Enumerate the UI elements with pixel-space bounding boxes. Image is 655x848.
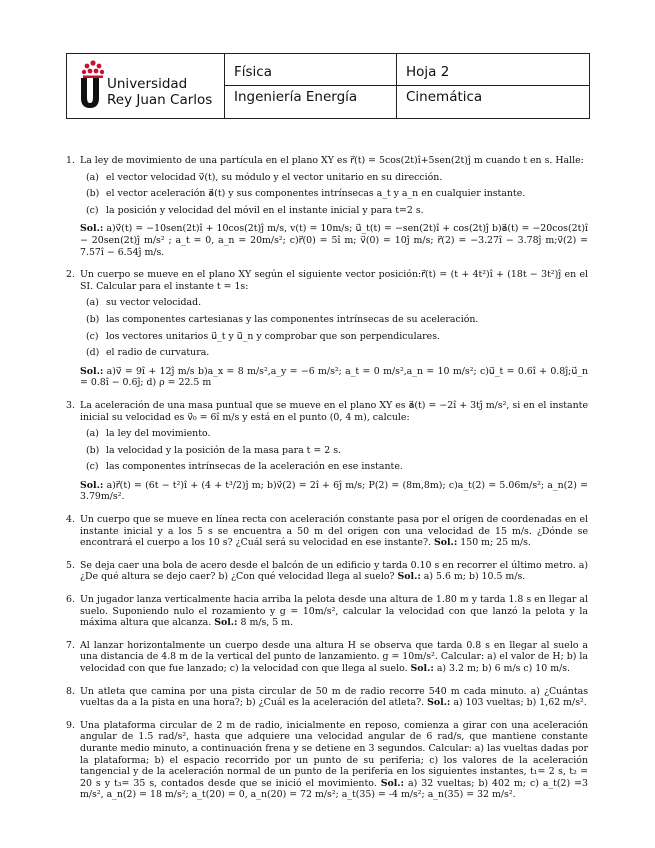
problem-number: 5.: [66, 559, 75, 571]
sub-label: (b): [86, 444, 100, 456]
statement-text: Al lanzar horizontalmente un cuerpo desde una altura H se observa que tarda 0.8 s en llegar al suelo a una distancia de 4.8 m de la vertical del punto de lanzamiento. g = 10m/s². Calcular: a) el valor de H; b) la velocidad con que fue lanzado; c) la velocidad con que llega al suelo.: [80, 639, 588, 674]
sub-text: la posición y velocidad del móvil en el instante inicial y para t=2 s.: [106, 204, 424, 216]
solution: [80, 223, 588, 258]
sheet-number: Hoja 2: [406, 64, 450, 80]
problem-statement: [80, 640, 588, 675]
sub-question: [80, 428, 588, 440]
sub-label: (d): [86, 347, 100, 359]
statement-text: Un atleta que camina por una pista circular de 50 m de radio recorre 540 m cada minuto. a) ¿Cuántas vueltas da a la pista en una hora?; b) ¿Cuál es la aceleración del atleta?.: [80, 685, 588, 709]
sub-text: la ley del movimiento.: [106, 428, 211, 440]
sub-question: [80, 445, 588, 457]
sub-question: [80, 205, 588, 217]
problem-statement: La aceleración de una masa puntual que se mueve en el plano XY es a⃗(t) = −2î + 3tĵ m/s², si en el instante inicial su velocidad es v⃗₀ = 6î m/s y está en el punto (0, 4 m), calcule:: [80, 399, 588, 423]
solution-label: Sol.:: [397, 571, 421, 583]
subject-cell: [225, 54, 397, 118]
problem-statement: [80, 686, 588, 709]
topic-title: Cinemática: [406, 89, 483, 105]
problem-number: 8.: [66, 685, 75, 697]
sub-label: (c): [86, 461, 99, 473]
problem-5: [66, 560, 588, 583]
problem-number: 2.: [66, 269, 75, 281]
problem-number: 1.: [66, 155, 75, 166]
university-name-line1: Universidad: [107, 76, 188, 92]
solution: [80, 366, 588, 389]
problem-4: [66, 514, 588, 549]
problem-number: 4.: [66, 514, 75, 526]
solution-label: Sol.:: [80, 479, 104, 491]
sub-label: (c): [86, 330, 99, 342]
sub-text: su vector velocidad.: [106, 297, 202, 309]
sub-label: (c): [86, 204, 99, 216]
solution-label: Sol.:: [427, 697, 451, 709]
problem-statement: Un cuerpo se mueve en el plano XY según el siguiente vector posición:r⃗(t) = (t + 4t²)î + (18t − 3t²)ĵ en el SI. Calcular para el instante t = 1s:: [80, 269, 588, 292]
header-table: [66, 53, 590, 119]
degree-title: Ingeniería Energía: [234, 89, 358, 105]
statement-text: Una plataforma circular de 2 m de radio, inicialmente en reposo, comienza a girar con una aceleración angular de 1.5 rad/s², hasta que adquiere una velocidad angular de 6 rad/s, que mantiene constante durante medio minuto, a continuación frena y se detiene en 3 segundos. Calcular: a) las vueltas dadas por la plataforma; b) el espacio recorrido por un punto de su periferia; c) los valores de la aceleración tangencial y de la aceleración normal de un punto de la periferia en los siguientes instantes, t₁= 2 s, t₂ = 20 s y t₃= 35 s, contados desde que se inició el movimiento.: [80, 719, 588, 789]
header-divider: [225, 85, 589, 86]
solution-label: Sol.:: [80, 223, 104, 235]
solution-label: Sol.:: [410, 663, 434, 674]
sub-label: (a): [86, 171, 99, 183]
problem-3: [66, 400, 588, 503]
problem-number: 9.: [66, 719, 75, 731]
sub-question: [80, 314, 588, 326]
problem-list: [66, 155, 588, 812]
sub-text: las componentes intrínsecas de la aceleración en ese instante.: [106, 461, 403, 473]
sub-question: [80, 331, 588, 343]
sub-text: los vectores unitarios u⃗_t y u⃗_n y comprobar que son perpendiculares.: [106, 330, 441, 342]
solution-text: a) 5.6 m; b) 10.5 m/s.: [423, 571, 526, 583]
sub-text: la velocidad y la posición de la masa para t = 2 s.: [106, 444, 342, 456]
solution-text: a) 32 vueltas; b) 402 m; c) a_t(2) =3 m/s², a_n(2) = 18 m/s²; a_t(20) = 0, a_n(20) = 72 m/s²; a_t(35) = -4 m/s²; a_n(35) = 32 m/s².: [80, 777, 588, 801]
statement-text: Un jugador lanza verticalmente hacia arriba la pelota desde una altura de 1.80 m y tarda 1.8 s en llegar al suelo. Suponiendo nulo el rozamiento y g = 10m/s², calcular la velocidad con que lanzó la pelota y la máxima altura que alcanza.: [80, 594, 588, 629]
problem-9: [66, 720, 588, 801]
problem-statement: [80, 560, 588, 583]
solution: [80, 480, 588, 503]
sub-label: (a): [86, 297, 99, 309]
sub-text: las componentes cartesianas y las componentes intrínsecas de su aceleración.: [106, 313, 479, 325]
sub-question: [80, 461, 588, 473]
solution-text: a) 103 vueltas; b) 1,62 m/s².: [453, 697, 587, 709]
problem-number: 6.: [66, 594, 75, 606]
problem-6: [66, 594, 588, 629]
sub-question: [80, 347, 588, 359]
solution-text: a) 3.2 m; b) 6 m/s c) 10 m/s.: [436, 663, 571, 674]
solution-text: 8 m/s, 5 m.: [240, 617, 294, 629]
solution-label: Sol.:: [433, 537, 458, 549]
sub-question: [80, 297, 588, 309]
problem-8: [66, 686, 588, 709]
sub-label: (b): [86, 313, 100, 325]
problem-statement: La ley de movimiento de una partícula en el plano XY es r⃗(t) = 5cos(2t)î+5sen(2t)ĵ m cuando t en s. Halle:: [80, 155, 584, 166]
statement-text: Un cuerpo que se mueve en línea recta con aceleración constante pasa por el origen de coordenadas en el instante inicial y a los 5 s se encuentra a 50 m del origen con una velocidad de 15 m/s. ¿Dónde se encontrará el cuerpo a los 10 s? ¿Cuál será su velocidad en ese instante?.: [80, 514, 588, 549]
problem-2: [66, 269, 588, 389]
problem-number: 7.: [66, 639, 75, 651]
university-logo: [67, 54, 225, 118]
statement-text: Se deja caer una bola de acero desde el balcón de un edificio y tarda 0.10 s en recorrer el último metro. a) ¿De qué altura se dejo caer? b) ¿Con qué velocidad llega al suelo?: [80, 559, 588, 583]
sub-label: (a): [86, 428, 99, 440]
problem-7: [66, 640, 588, 675]
problem-1: [66, 155, 588, 258]
sub-question: [80, 188, 588, 200]
sheet-cell: [397, 54, 589, 118]
solution-text: a)r⃗(t) = (6t − t²)î + (4 + t³/2)ĵ m; b)v⃗(2) = 2î + 6ĵ m/s; P(2) = (8m,8m); c)a_t(2) = 5.06m/s²; a_n(2) = 3.79m/s².: [80, 479, 588, 503]
problem-number: 3.: [66, 399, 75, 411]
solution-text: 150 m; 25 m/s.: [460, 537, 531, 549]
solution-label: Sol.:: [80, 365, 104, 377]
sub-text: el vector aceleración a⃗(t) y sus componentes intrínsecas a_t y a_n en cualquier instante.: [106, 188, 526, 200]
solution-label: Sol.:: [214, 617, 238, 629]
problem-statement: [80, 514, 588, 549]
sub-question: [80, 172, 588, 184]
u-letter-icon: [79, 78, 101, 108]
university-name-line2: Rey Juan Carlos: [107, 92, 213, 108]
problem-statement: [80, 594, 588, 629]
solution-text: a)v⃗ = 9î + 12ĵ m/s b)a_x = 8 m/s²,a_y = −6 m/s²; a_t = 0 m/s²,a_n = 10 m/s²; c)u⃗_t = 0.6î + 0.8ĵ;u⃗_n = 0.8î − 0.6ĵ; d) ρ = 22.5 m: [80, 365, 588, 389]
solution-label: Sol.:: [380, 777, 404, 789]
sub-label: (b): [86, 188, 100, 200]
solution-text: a)v⃗(t) = −10sen(2t)î + 10cos(2t)ĵ m/s, v(t) = 10m/s; u⃗_t(t) = −sen(2t)î + cos(2t)ĵ b)a⃗(t) = −20cos(2t)î − 20sen(2t)ĵ m/s² ; a_t = 0, a_n = 20m/s²; c)r⃗(0) = 5î m; v⃗(0) = 10ĵ m/s; r⃗(2) = −3.27î − 3.78ĵ m;v⃗(2) = 7.57î − 6.54ĵ m/s.: [80, 223, 588, 258]
problem-statement: [80, 720, 588, 801]
sub-text: el radio de curvatura.: [106, 347, 210, 359]
crown-icon: [81, 60, 105, 78]
sub-text: el vector velocidad v⃗(t), su módulo y el vector unitario en su dirección.: [106, 171, 443, 183]
subject-title: Física: [234, 64, 272, 80]
